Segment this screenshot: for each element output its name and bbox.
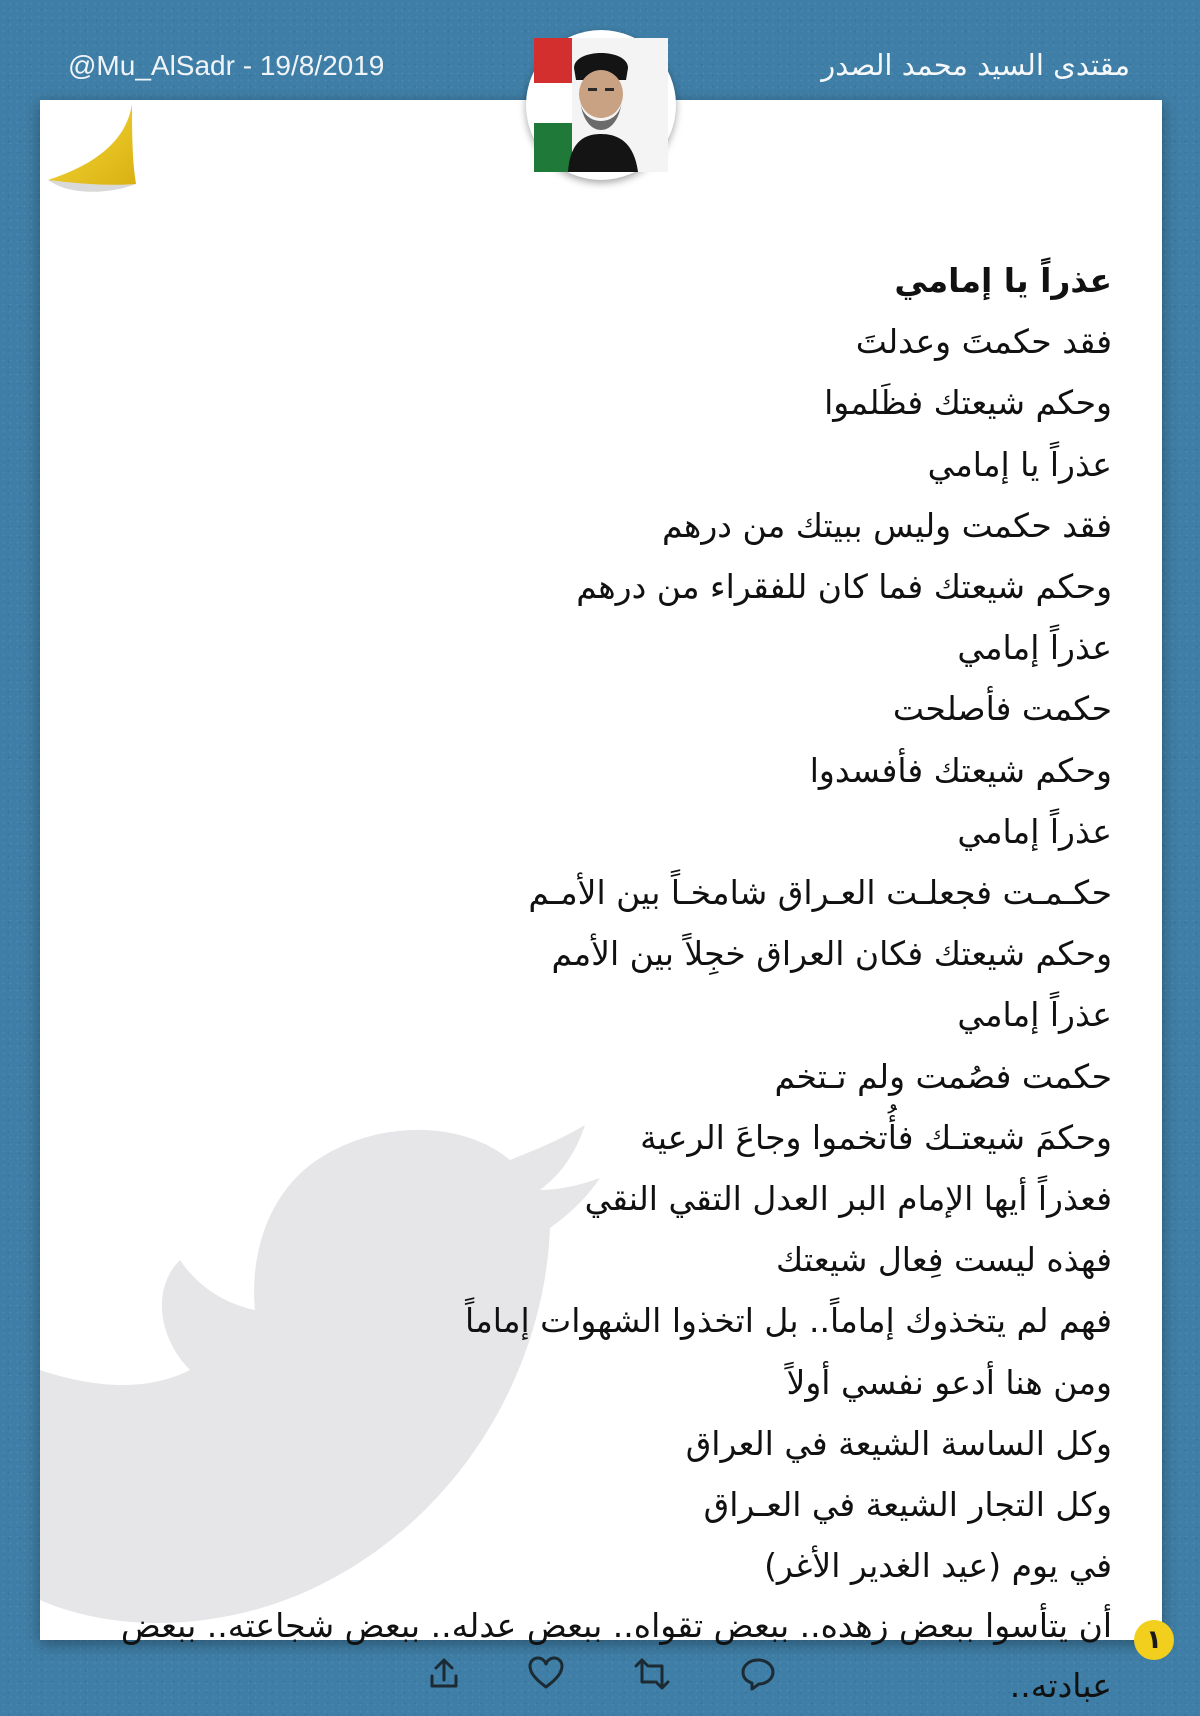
poem-line: فقد حكمت وليس ببيتك من درهم — [661, 505, 1112, 545]
poem-line: حكمت فأصلحت — [892, 689, 1112, 729]
poem-line: عذراً إمامي — [957, 995, 1112, 1035]
poem-line: ومن هنا أدعو نفسي أولاً — [786, 1362, 1112, 1402]
poem-line: وكل الساسة الشيعة في العراق — [685, 1423, 1112, 1463]
poem-line: فقد حكمتَ وعدلتَ — [855, 322, 1112, 362]
like-icon[interactable] — [526, 1654, 566, 1694]
page-curl-icon — [40, 100, 140, 196]
poem-line: وحكمَ شيعتـك فأُتخموا وجاعَ الرعية — [640, 1117, 1112, 1157]
poem-line: فهم لم يتخذوك إماماً.. بل اتخذوا الشهوات إماماً — [465, 1301, 1112, 1341]
poem-line: حكمت فصُمت ولم تـتخم — [774, 1056, 1112, 1096]
reply-icon[interactable] — [738, 1654, 778, 1694]
poem-line: وحكم شيعتك فأفسدوا — [809, 750, 1112, 790]
poem-title: عذراً يا إمامي — [894, 261, 1112, 300]
page-number-badge: ١ — [1134, 1620, 1174, 1660]
portrait-icon — [534, 38, 668, 172]
avatar-photo — [534, 38, 668, 172]
tweet-actions — [0, 1654, 1200, 1704]
poem-line: وكل التجار الشيعة في العـراق — [703, 1485, 1112, 1525]
share-icon[interactable] — [424, 1654, 464, 1694]
avatar[interactable] — [526, 30, 676, 180]
poem-line: فعذراً أيها الإمام البر العدل التقي النقي — [584, 1179, 1112, 1219]
poem-line: وحكم شيعتك فكان العراق خجِلاً بين الأمم — [551, 934, 1112, 974]
poem-line: عذراً يا إمامي — [927, 444, 1112, 484]
poem-text — [22, 250, 1112, 1716]
header-handle-date: @Mu_AlSadr - 19/8/2019 — [68, 50, 385, 81]
tweet-card — [40, 100, 1162, 1706]
poem-line: أن يتأسوا ببعض زهده.. ببعض تقواه.. ببعض عدله.. ببعض شجاعته.. ببعض عبادته.. — [120, 1606, 1112, 1706]
poem-line: في يوم (عيد الغدير الأغر) — [764, 1546, 1112, 1586]
poem-line: عذراً إمامي — [957, 811, 1112, 851]
poem-line: فهذه ليست فِعال شيعتك — [776, 1240, 1112, 1280]
retweet-icon[interactable] — [632, 1654, 672, 1694]
poem-line: وحكم شيعتك فظَلموا — [824, 383, 1112, 423]
poem-line: حكـمـت فجعلـت العـراق شامخـاً بين الأمـم — [528, 873, 1112, 913]
header-author-name: مقتدى السيد محمد الصدر — [821, 48, 1130, 82]
poem-line: عذراً إمامي — [957, 628, 1112, 668]
poem-line: وحكم شيعتك فما كان للفقراء من درهم — [576, 567, 1112, 607]
